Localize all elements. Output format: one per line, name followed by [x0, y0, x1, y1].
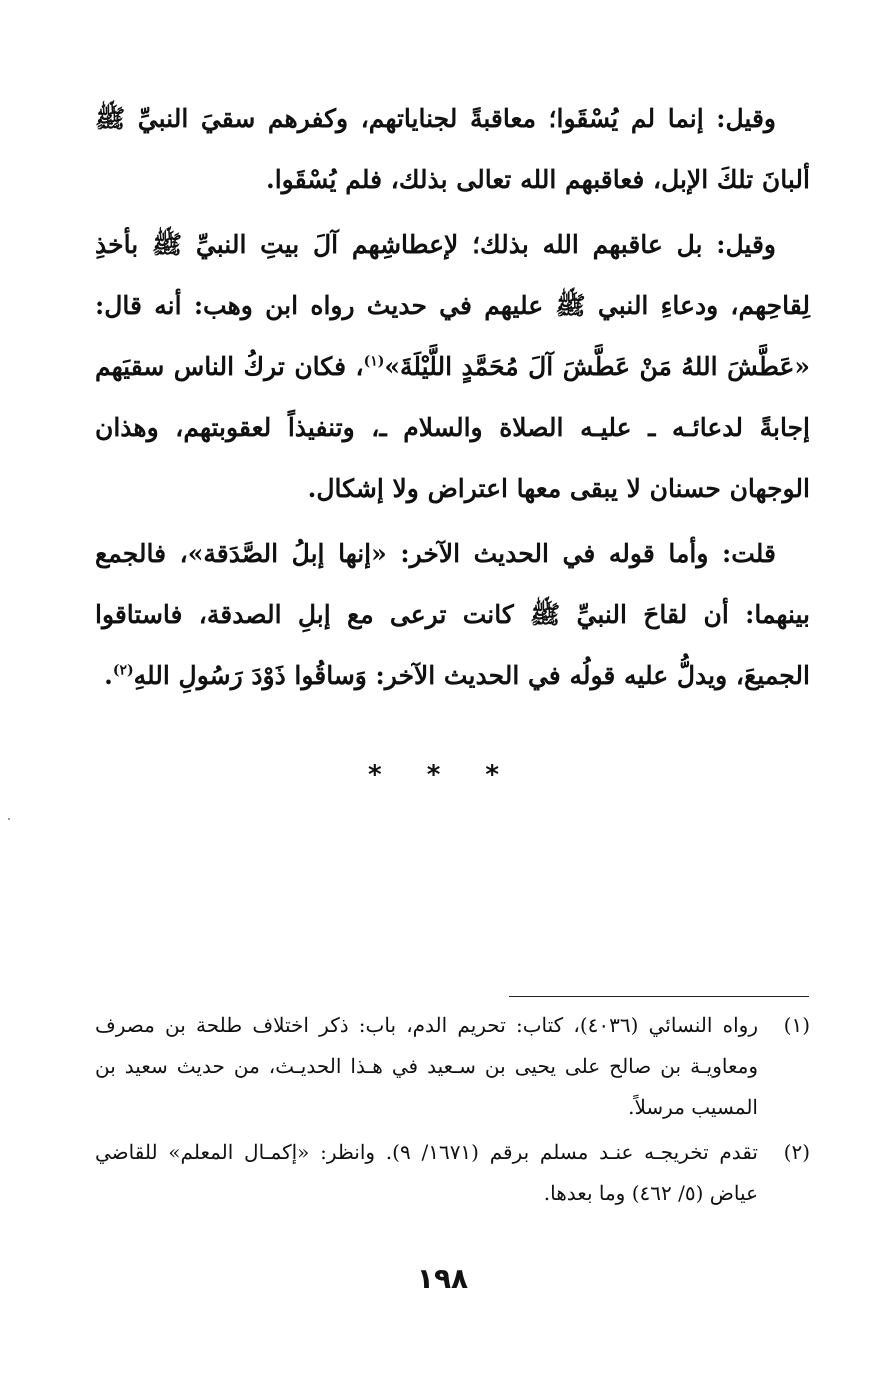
footnote-ref-2[interactable]: (٢)	[112, 662, 134, 679]
section-separator: * * *	[368, 760, 517, 790]
paragraph-2-text: وقيل: بل عاقبهم الله بذلك؛ لإعطاشِهم آلَ بيتِ النبيِّ ﷺ بأخذِ لِقاحِهم، ودعاءِ النبي ﷺ عليهم في حديث رواه ابن وهب: أنه قال: «عَطَّشَ اللهُ مَنْ عَطَّشَ آلَ مُحَمَّدٍ اللَّيْلَةَ»	[95, 230, 810, 381]
footnote-divider	[509, 996, 809, 997]
main-text	[95, 88, 810, 710]
paragraph-1	[95, 88, 810, 210]
paragraph-2	[95, 214, 810, 519]
footnote-2	[95, 1132, 810, 1214]
paragraph-3-lead: قلت:	[721, 539, 776, 568]
paragraph-3-tail: .	[104, 661, 113, 690]
footnote-ref-1[interactable]: (١)	[363, 353, 385, 370]
paragraph-3	[95, 523, 810, 706]
footnotes	[95, 1005, 810, 1218]
footnote-1	[95, 1005, 810, 1128]
page-number: ١٩٨	[416, 1262, 469, 1295]
footnote-number: (٢)	[783, 1140, 810, 1164]
footnote-number: (١)	[783, 1013, 810, 1037]
paragraph-3-text: وأما قوله في الحديث الآخر: «إنها إبلُ الصَّدَقة»، فالجمع بينهما: أن لقاحَ النبيِّ ﷺ كانت ترعى مع إبلِ الصدقة، فاستاقوا الجميعَ، ويدلُّ عليه قولُه في الحديث الآخر: وَساقُوا ذَوْدَ رَسُولِ اللهِ	[95, 539, 810, 690]
footnote-text: تقدم تخريجـه عنـد مسلم برقم (١٦٧١/ ٩). وانظر: «إكمـال المعلم» للقاضي عياض (٥/ ٤٦٢) وما بعدها.	[95, 1140, 758, 1205]
paragraph-1-text: وقيل: إنما لم يُسْقَوا؛ معاقبةً لجناياتهم، وكفرهم سقيَ النبيِّ ﷺ ألبانَ تلكَ الإبل، فعاقبهم الله تعالى بذلك، فلم يُسْقَوا.	[95, 104, 810, 194]
footnote-text: رواه النسائي (٤٠٣٦)، كتاب: تحريم الدم، باب: ذكر اختلاف طلحة بن مصرف ومعاويـة بن صالح على يحيى بن سـعيد في هـذا الحديـث، من حديث سعيد بن المسيب مرسلاً.	[95, 1013, 758, 1119]
paragraph-2-tail: ، فكان تركُ الناس سقيَهم إجابةً لدعائـه ـ عليـه الصلاة والسلام ـ، وتنفيذاً لعقوبتهم، وهذان الوجهان حسنان لا يبقى معها اعتراض ولا إشكال.	[95, 352, 810, 503]
margin-mark	[8, 818, 10, 820]
